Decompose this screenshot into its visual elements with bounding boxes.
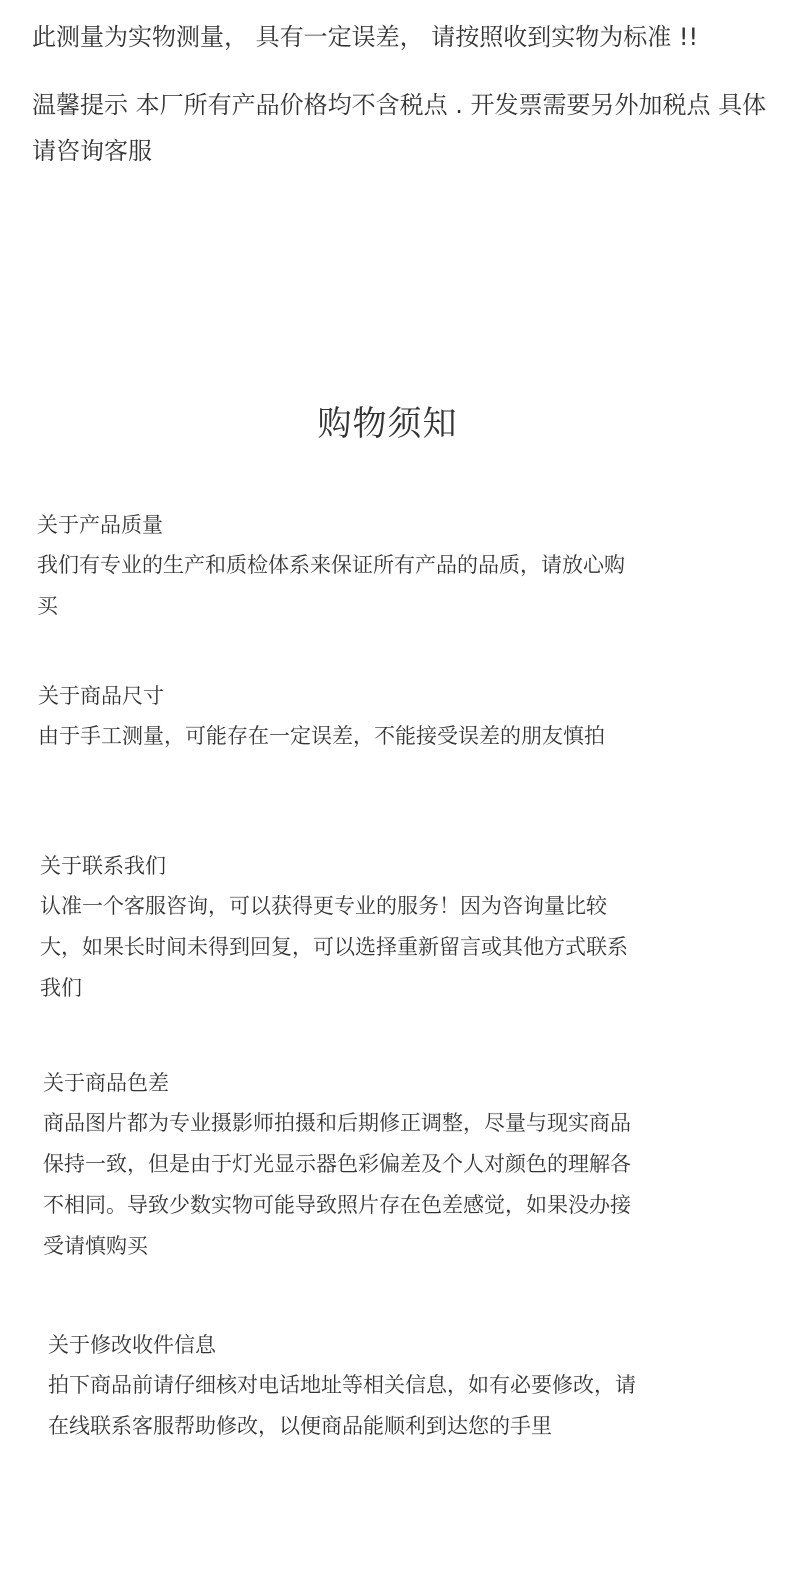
section-body: 商品图片都为专业摄影师拍摄和后期修正调整，尽量与现实商品保持一致，但是由于灯光显示器色彩偏差及个人对颜色的理解各不相同。导致少数实物可能导致照片存在色差感觉，如果没办接受请慎购买 — [43, 1111, 631, 1258]
section-heading: 关于修改收件信息 — [48, 1333, 216, 1357]
section-contact-us — [40, 846, 640, 1009]
section-product-size — [38, 676, 638, 757]
section-heading: 关于产品质量 — [37, 513, 163, 537]
tax-notice: 温馨提示 本厂所有产品价格均不含税点 . 开发票需要另外加税点 具体请咨询客服 — [32, 91, 767, 165]
section-modify-shipping-info — [48, 1325, 648, 1447]
section-color-difference — [43, 1063, 643, 1267]
section-product-quality — [37, 505, 637, 627]
measurement-notice: 此测量为实物测量， 具有一定误差， 请按照收到实物为标准 !! — [32, 23, 699, 51]
section-body: 我们有专业的生产和质检体系来保证所有产品的品质，请放心购买 — [37, 553, 625, 618]
page-title: 购物须知 — [317, 404, 458, 444]
section-body: 拍下商品前请仔细核对电话地址等相关信息，如有必要修改，请在线联系客服帮助修改，以便商品能顺利到达您的手里 — [48, 1373, 636, 1438]
section-body: 由于手工测量，可能存在一定误差，不能接受误差的朋友慎拍 — [38, 724, 605, 748]
section-heading: 关于商品尺寸 — [38, 684, 164, 708]
section-heading: 关于商品色差 — [43, 1071, 169, 1095]
section-body: 认准一个客服咨询，可以获得更专业的服务！因为咨询量比较大，如果长时间未得到回复，可以选择重新留言或其他方式联系我们 — [40, 894, 628, 1000]
section-heading: 关于联系我们 — [40, 854, 166, 878]
